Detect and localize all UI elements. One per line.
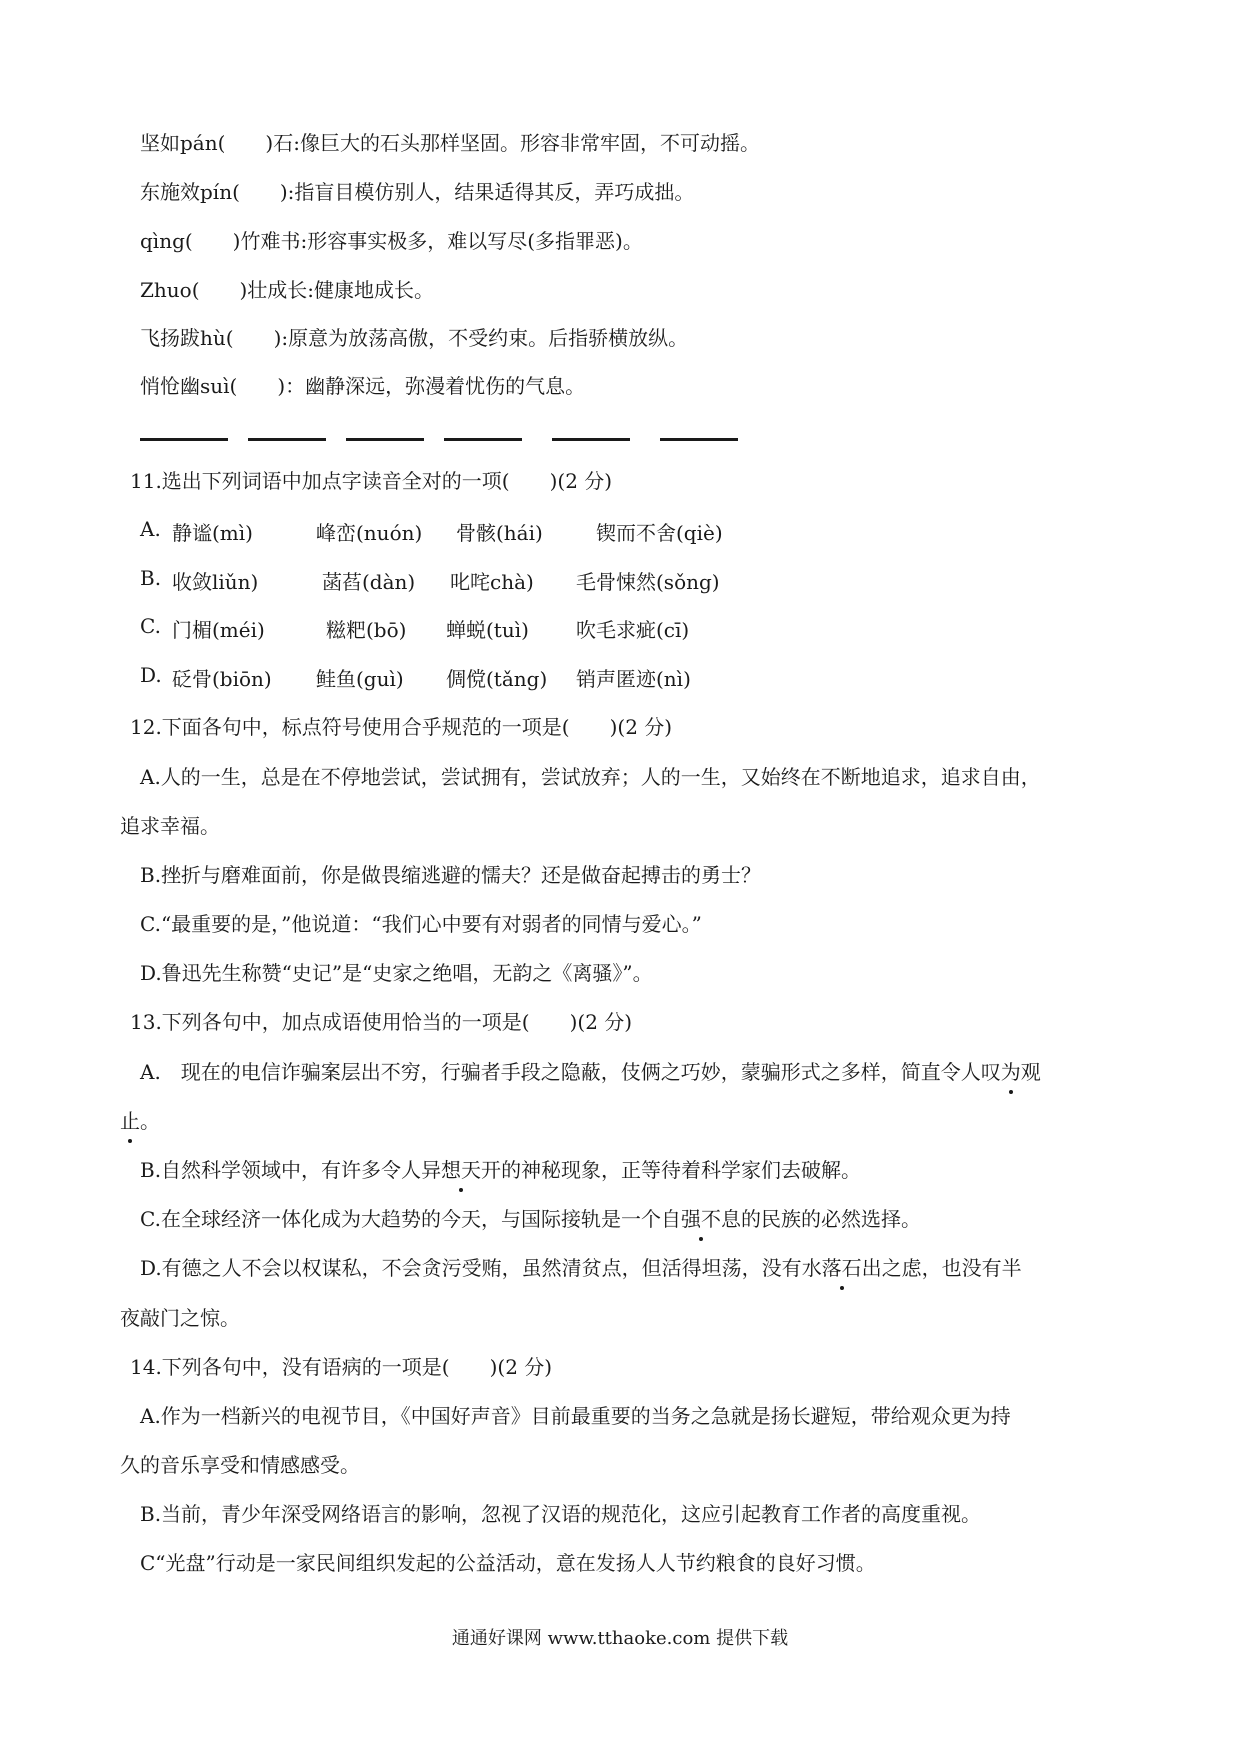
idiom-line: 东施效pín( ):指盲目模仿别人，结果适得其反，弄巧成拙。: [140, 180, 695, 204]
question-11-stem: 11.选出下列词语中加点字读音全对的一项( )(2 分): [130, 469, 613, 493]
idiom-line: Zhuo( )壮成长:健康地成长。: [140, 278, 435, 302]
answer-blank[interactable]: [552, 438, 630, 441]
sentence-text: 。: [140, 1109, 160, 1133]
option-word: 菡萏(dàn): [322, 570, 416, 594]
option-b-text: B.当前，青少年深受网络语言的影响，忽视了汉语的规范化，这应引起教育工作者的高度重视。: [140, 1502, 982, 1526]
option-word: 峰峦(nuón): [316, 521, 423, 545]
answer-blank[interactable]: [248, 438, 326, 441]
option-word: 销声匿迹(nì): [576, 667, 691, 691]
option-word: 毛骨悚然(sǒng): [576, 570, 720, 594]
answer-blank[interactable]: [140, 438, 228, 441]
option-a-text: A.人的一生，总是在不停地尝试，尝试拥有，尝试放弃；人的一生，又始终在不断地追求，追求自由，: [140, 765, 1041, 789]
sentence-text: C.在全球经济一体化成为大趋势的今天，与国际接轨是一个: [140, 1207, 661, 1231]
option-a-text-cont: [120, 1106, 160, 1136]
dotted-idiom: 自强不息: [661, 1204, 741, 1234]
option-word: 锲而不舍(qiè): [596, 521, 723, 545]
sentence-text: D.有德之人不会以权谋私，不会贪污受贿，虽然清贫点，但活得坦荡，没有: [140, 1256, 802, 1280]
idiom-line: qìng( )竹难书:形容事实极多，难以写尽(多指罪恶)。: [140, 229, 643, 253]
option-a-text: A.作为一档新兴的电视节目，《中国好声音》目前最重要的当务之急就是扬长避短，带给观众更为持: [140, 1404, 1011, 1428]
dotted-idiom: 水落石出: [802, 1253, 882, 1283]
option-letter: B.: [140, 566, 162, 590]
sentence-text: 的神秘现象，正等待着科学家们去破解。: [501, 1158, 862, 1182]
question-14-stem: 14.下列各句中，没有语病的一项是( )(2 分): [130, 1355, 553, 1379]
option-d-text-cont: 夜敲门之惊。: [120, 1306, 240, 1330]
answer-blank[interactable]: [660, 438, 738, 441]
sentence-text: B.自然科学领域中，有许多令人: [140, 1158, 422, 1182]
option-letter: D.: [140, 663, 162, 687]
idiom-line: 坚如pán( )石:像巨大的石头那样坚固。形容非常牢固，不可动摇。: [140, 131, 760, 155]
option-a-text-cont: 久的音乐享受和情感感受。: [120, 1453, 360, 1477]
dotted-idiom: 异想天开: [421, 1155, 501, 1185]
answer-blank[interactable]: [346, 438, 424, 441]
answer-blanks: [140, 438, 750, 444]
sentence-text: 之虑，也没有半: [881, 1256, 1022, 1280]
option-word: 收敛liǔn): [172, 570, 259, 594]
option-b-text: [140, 1155, 861, 1185]
option-word: 叱咤chà): [450, 570, 534, 594]
option-word: 鲑鱼(guì): [316, 667, 404, 691]
option-word: 静谧(mì): [172, 521, 253, 545]
dotted-idiom: 止: [120, 1106, 140, 1136]
option-letter: C.: [140, 614, 161, 638]
option-word: 门楣(méi): [172, 618, 265, 642]
option-c-text: [140, 1204, 921, 1234]
option-word: 蝉蜕(tuì): [446, 618, 529, 642]
sentence-text: A. 现在的电信诈骗案层出不穷，行骗者手段之隐蔽，伎俩之巧妙，蒙骗形式之多样，简直令人: [140, 1060, 981, 1084]
idiom-line: 悄怆幽suì( )：幽静深远，弥漫着忧伤的气息。: [140, 374, 586, 398]
option-c-text: C“光盘”行动是一家民间组织发起的公益活动，意在发扬人人节约粮食的良好习惯。: [140, 1551, 876, 1575]
idiom-line: 飞扬跋hù( ):原意为放荡高傲，不受约束。后指骄横放纵。: [140, 326, 689, 350]
option-word: 骨骸(hái): [456, 521, 543, 545]
dotted-idiom: 叹为观: [981, 1057, 1041, 1087]
page-footer: 通通好课网 www.tthaoke.com 提供下载: [451, 1628, 789, 1649]
question-13-stem: 13.下列各句中，加点成语使用恰当的一项是( )(2 分): [130, 1010, 633, 1034]
option-letter: A.: [140, 517, 161, 541]
option-b-text: B.挫折与磨难面前，你是做畏缩逃避的懦夫？还是做奋起搏击的勇士？: [140, 863, 762, 887]
sentence-text: 的民族的必然选择。: [740, 1207, 921, 1231]
option-word: 倜傥(tǎng): [446, 667, 548, 691]
option-word: 砭骨(biōn): [172, 667, 272, 691]
option-c-text: C.“最重要的是，”他说道：“我们心中要有对弱者的同情与爱心。”: [140, 912, 702, 936]
option-d-text: [140, 1253, 1022, 1283]
option-d-text: D.鲁迅先生称赞“史记”是“史家之绝唱，无韵之《离骚》”。: [140, 961, 653, 985]
option-word: 糍粑(bō): [326, 618, 407, 642]
option-a-text: [140, 1057, 1041, 1087]
question-12-stem: 12.下面各句中，标点符号使用合乎规范的一项是( )(2 分): [130, 715, 673, 739]
answer-blank[interactable]: [444, 438, 522, 441]
option-a-text-cont: 追求幸福。: [120, 814, 220, 838]
option-word: 吹毛求疵(cī): [576, 618, 690, 642]
